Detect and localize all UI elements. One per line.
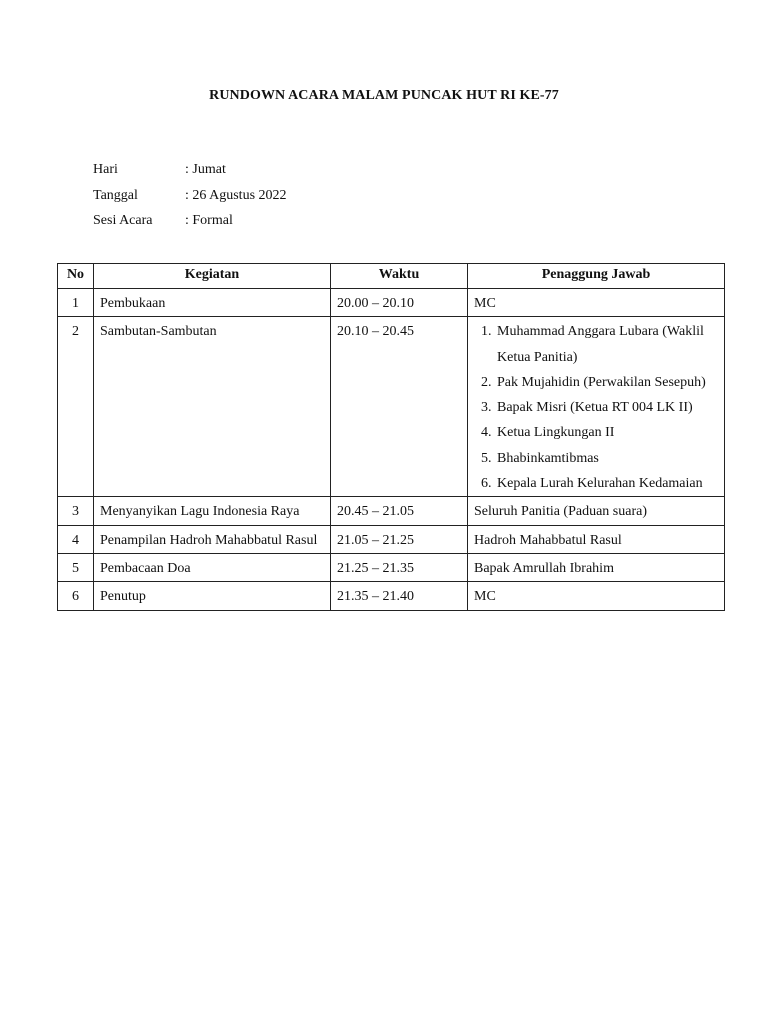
info-label: Sesi Acara <box>93 213 153 228</box>
cell-waktu: 21.25 – 21.35 <box>331 553 468 581</box>
cell-kegiatan: Penutup <box>94 582 331 610</box>
cell-kegiatan: Sambutan-Sambutan <box>94 317 331 497</box>
cell-penanggung-jawab: Hadroh Mahabbatul Rasul <box>468 525 725 553</box>
info-value: : 26 Agustus 2022 <box>185 187 287 203</box>
info-row-sesi-acara <box>93 211 287 237</box>
cell-kegiatan: Menyanyikan Lagu Indonesia Raya <box>94 497 331 525</box>
cell-no: 4 <box>58 525 94 553</box>
cell-no: 3 <box>58 497 94 525</box>
cell-waktu: 21.35 – 21.40 <box>331 582 468 610</box>
info-row-tanggal <box>93 186 287 212</box>
info-label: Hari <box>93 162 118 177</box>
list-item: 1. Muhammad Anggara Lubara (Waklil Ketua Panitia) <box>495 319 718 370</box>
speaker-list <box>474 319 718 496</box>
info-label: Tanggal <box>93 187 138 203</box>
cell-penanggung-jawab: MC <box>468 289 725 317</box>
cell-no: 6 <box>58 582 94 610</box>
info-value: : Jumat <box>185 162 226 177</box>
table-row <box>58 553 725 581</box>
cell-penanggung-jawab: MC <box>468 582 725 610</box>
header-penanggung-jawab: Penaggung Jawab <box>468 264 725 289</box>
header-kegiatan: Kegiatan <box>94 264 331 289</box>
table-row <box>58 289 725 317</box>
list-item: 4. Ketua Lingkungan II <box>495 420 718 445</box>
table-row <box>58 317 725 497</box>
table-row <box>58 497 725 525</box>
cell-waktu: 21.05 – 21.25 <box>331 525 468 553</box>
info-value: : Formal <box>185 213 233 228</box>
header-waktu: Waktu <box>331 264 468 289</box>
event-info <box>93 160 287 237</box>
list-item: 3. Bapak Misri (Ketua RT 004 LK II) <box>495 395 718 420</box>
cell-kegiatan: Pembukaan <box>94 289 331 317</box>
cell-waktu: 20.45 – 21.05 <box>331 497 468 525</box>
list-item: 5. Bhabinkamtibmas <box>495 446 718 471</box>
header-no: No <box>58 264 94 289</box>
rundown-table <box>57 263 725 611</box>
cell-kegiatan: Penampilan Hadroh Mahabbatul Rasul <box>94 525 331 553</box>
cell-penanggung-jawab <box>468 317 725 497</box>
document-title: RUNDOWN ACARA MALAM PUNCAK HUT RI KE-77 <box>209 88 559 103</box>
cell-waktu: 20.10 – 20.45 <box>331 317 468 497</box>
cell-waktu: 20.00 – 20.10 <box>331 289 468 317</box>
table-header-row <box>58 264 725 289</box>
info-row-hari <box>93 160 287 186</box>
table-row <box>58 525 725 553</box>
cell-no: 2 <box>58 317 94 497</box>
cell-no: 5 <box>58 553 94 581</box>
list-item: 2. Pak Mujahidin (Perwakilan Sesepuh) <box>495 370 718 395</box>
cell-no: 1 <box>58 289 94 317</box>
table-row <box>58 582 725 610</box>
cell-penanggung-jawab: Bapak Amrullah Ibrahim <box>468 553 725 581</box>
cell-penanggung-jawab: Seluruh Panitia (Paduan suara) <box>468 497 725 525</box>
cell-kegiatan: Pembacaan Doa <box>94 553 331 581</box>
list-item: 6. Kepala Lurah Kelurahan Kedamaian <box>495 471 718 496</box>
